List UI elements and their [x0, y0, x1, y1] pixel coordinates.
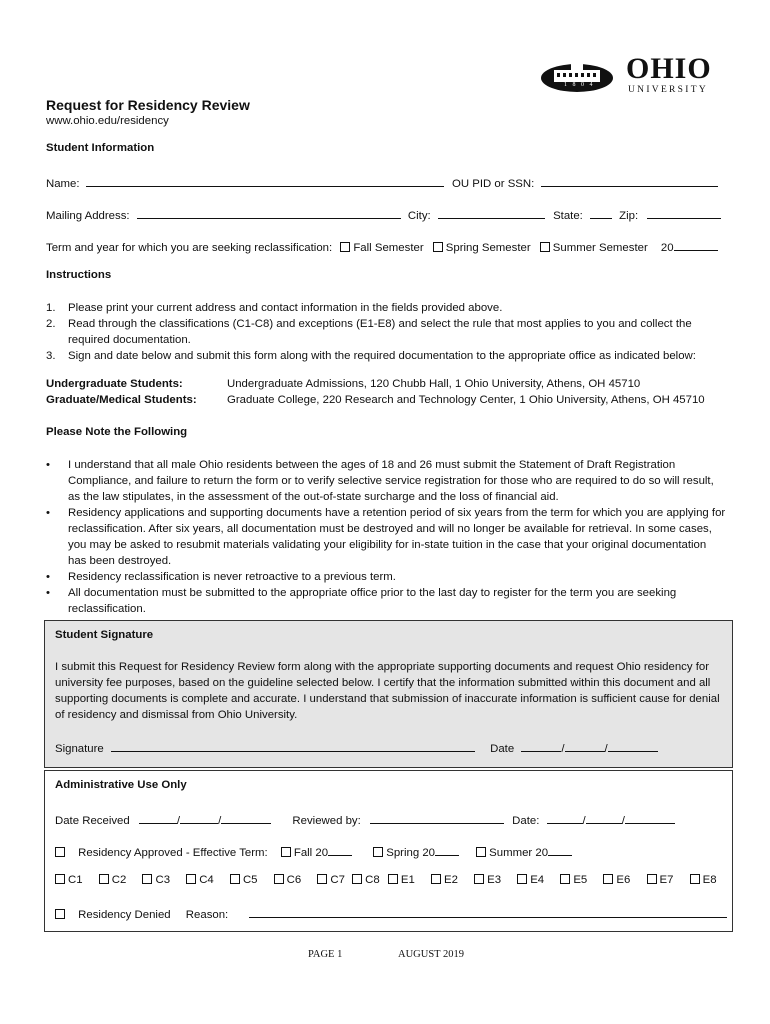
date-received-label: Date Received	[55, 815, 130, 827]
note-bullet	[46, 457, 726, 505]
approved-spring-checkbox[interactable]	[373, 847, 383, 857]
code-option[interactable]	[431, 874, 458, 886]
note-text: Residency reclassification is never retroactive to a previous term.	[68, 571, 396, 583]
code-checkbox[interactable]	[517, 874, 527, 884]
code-label: C7	[330, 874, 345, 886]
code-label: C1	[68, 874, 83, 886]
code-checkbox[interactable]	[352, 874, 362, 884]
summer-semester-label: Summer Semester	[552, 242, 648, 254]
code-label: C2	[111, 874, 127, 886]
code-option[interactable]	[142, 874, 170, 886]
graduate-label: Graduate/Medical Students:	[46, 394, 197, 406]
undergraduate-office: Undergraduate Admissions, 120 Chubb Hall, 1 Ohio University, Athens, OH 45710	[227, 378, 641, 390]
code-option[interactable]	[99, 874, 127, 886]
code-checkbox[interactable]	[99, 874, 109, 884]
signature-date-field[interactable]: / /	[521, 743, 657, 755]
code-label: E4	[530, 874, 545, 886]
instruction-item	[46, 316, 726, 348]
city-label: City:	[407, 210, 431, 222]
code-option[interactable]	[230, 874, 258, 886]
page-title: Request for Residency Review	[46, 97, 250, 113]
code-checkbox[interactable]	[317, 874, 327, 884]
logo-university: UNIVERSITY	[628, 85, 708, 95]
name-label: Name:	[46, 178, 80, 190]
residency-denied-checkbox[interactable]	[55, 909, 65, 919]
reason-field[interactable]	[249, 905, 727, 918]
spring-semester-checkbox[interactable]	[433, 242, 443, 252]
mailing-address-label: Mailing Address:	[46, 210, 130, 222]
admin-heading: Administrative Use Only	[55, 779, 187, 791]
code-label: C4	[199, 874, 214, 886]
reviewed-by-label: Reviewed by:	[292, 815, 361, 827]
code-label: E5	[573, 874, 588, 886]
code-label: E3	[487, 874, 502, 886]
code-option[interactable]	[186, 874, 214, 886]
summer-semester-checkbox[interactable]	[540, 242, 550, 252]
graduate-office: Graduate College, 220 Research and Technology Center, 1 Ohio University, Athens, OH 45710	[227, 394, 705, 406]
instruction-item	[46, 300, 726, 316]
page-number: PAGE 1	[308, 949, 343, 960]
reason-label: Reason:	[185, 909, 229, 921]
code-label: C8	[365, 874, 380, 886]
term-label: Term and year for which you are seeking reclassification:	[46, 242, 333, 254]
bullet-icon: •	[46, 571, 50, 583]
logo-year: 1 8 0 4	[564, 82, 595, 88]
code-option[interactable]	[274, 874, 302, 886]
bullet-icon: •	[46, 459, 50, 471]
code-label: C6	[286, 874, 302, 886]
pid-label: OU PID or SSN:	[452, 178, 535, 190]
note-bullet	[46, 585, 726, 617]
term-year-field[interactable]	[674, 238, 718, 251]
instruction-text: Read through the classifications (C1-C8) and exceptions (E1-E8) and select the rule that most applies to you and collect the required documentation.	[68, 318, 692, 346]
signature-label: Signature	[55, 743, 104, 755]
code-checkbox[interactable]	[431, 874, 441, 884]
code-label: E8	[702, 874, 717, 886]
state-field[interactable]	[590, 206, 612, 219]
term-year-prefix: 20	[660, 242, 674, 254]
student-signature-box	[44, 620, 733, 768]
student-info-heading: Student Information	[46, 142, 155, 154]
code-checkbox[interactable]	[142, 874, 152, 884]
note-heading: Please Note the Following	[46, 426, 188, 438]
residency-url: www.ohio.edu/residency	[46, 115, 169, 127]
approved-summer-year-field[interactable]	[548, 843, 572, 856]
approved-summer-checkbox[interactable]	[476, 847, 486, 857]
code-option[interactable]	[352, 874, 380, 886]
code-label: E2	[443, 874, 458, 886]
residency-approved-checkbox[interactable]	[55, 847, 65, 857]
approved-spring-label: Spring 20	[386, 847, 435, 859]
zip-label: Zip:	[619, 210, 639, 222]
approved-fall-year-field[interactable]	[328, 843, 352, 856]
code-option[interactable]	[388, 874, 415, 886]
name-field[interactable]	[86, 174, 444, 187]
note-bullet	[46, 569, 726, 585]
code-checkbox[interactable]	[690, 874, 700, 884]
code-checkbox[interactable]	[230, 874, 240, 884]
code-checkbox[interactable]	[55, 874, 65, 884]
instruction-text: Sign and date below and submit this form along with the required documentation to the appropriate office as indicated below:	[68, 350, 696, 362]
instruction-item	[46, 348, 726, 364]
undergraduate-label: Undergraduate Students:	[46, 378, 183, 390]
code-option[interactable]	[474, 874, 501, 886]
residency-denied-label: Residency Denied	[78, 909, 171, 921]
code-checkbox[interactable]	[186, 874, 196, 884]
approved-fall-label: Fall 20	[293, 847, 329, 859]
spring-semester-label: Spring Semester	[445, 242, 531, 254]
instructions-heading: Instructions	[46, 269, 112, 281]
code-checkbox[interactable]	[388, 874, 398, 884]
bullet-icon: •	[46, 507, 50, 519]
mailing-address-field[interactable]	[137, 206, 401, 219]
instruction-text: Please print your current address and contact information in the fields provided above.	[68, 302, 503, 314]
fall-semester-label: Fall Semester	[353, 242, 424, 254]
code-option[interactable]	[317, 874, 345, 886]
signature-field[interactable]	[111, 739, 475, 752]
code-label: E7	[659, 874, 674, 886]
code-checkbox[interactable]	[274, 874, 284, 884]
state-label: State:	[553, 210, 583, 222]
instruction-number: 3.	[46, 350, 56, 362]
code-option[interactable]	[603, 874, 630, 886]
code-label: E6	[616, 874, 631, 886]
fall-semester-checkbox[interactable]	[340, 242, 350, 252]
code-option[interactable]	[55, 874, 83, 886]
logo-wordmark: OHIO	[626, 52, 712, 85]
code-option[interactable]	[647, 874, 674, 886]
approved-spring-year-field[interactable]	[435, 843, 459, 856]
code-checkbox[interactable]	[560, 874, 570, 884]
approved-fall-checkbox[interactable]	[281, 847, 291, 857]
note-text: I understand that all male Ohio residents between the ages of 18 and 26 must submit the Statement of Draft Registration Compliance, and failure to return the form or to verify selective service registration for those who are required to do so will result, as the law stipulates, in the assessment of the out-of-state surcharge and the loss of financial aid.	[68, 459, 714, 503]
code-checkbox-row	[55, 874, 717, 886]
code-option[interactable]	[690, 874, 717, 886]
reviewed-by-field[interactable]	[370, 811, 504, 824]
revision-date: AUGUST 2019	[398, 949, 465, 960]
code-label: C5	[242, 874, 258, 886]
date-received-field[interactable]: / /	[139, 815, 271, 827]
ohio-university-logo	[540, 48, 730, 98]
code-option[interactable]	[560, 874, 587, 886]
code-checkbox[interactable]	[474, 874, 484, 884]
zip-field[interactable]	[647, 206, 721, 219]
signature-statement: I submit this Request for Residency Review form along with the appropriate supporting documents and request Ohio residency for university fee purposes, based on the guideline selected below. I certify that the information submitted within this document and all supporting documents is complete and accurate. I understand that submission of inaccurate information is sufficient cause for denial of residency and dismissal from Ohio University.	[55, 661, 720, 721]
code-label: C3	[155, 874, 171, 886]
note-bullet	[46, 505, 726, 569]
code-checkbox[interactable]	[647, 874, 657, 884]
instruction-number: 2.	[46, 318, 56, 330]
review-date-label: Date:	[512, 815, 540, 827]
code-checkbox[interactable]	[603, 874, 613, 884]
instruction-number: 1.	[46, 302, 56, 314]
note-text: All documentation must be submitted to the appropriate office prior to the last day to register for the term you are seeking reclassification.	[68, 587, 677, 615]
admin-use-box	[44, 770, 733, 932]
signature-date-label: Date	[490, 743, 515, 755]
signature-heading: Student Signature	[55, 629, 154, 641]
city-field[interactable]	[438, 206, 545, 219]
bullet-icon: •	[46, 587, 50, 599]
approved-summer-label: Summer 20	[489, 847, 549, 859]
note-text: Residency applications and supporting documents have a retention period of six years from the term for which you are applying for reclassification. After six years, all documentation must be destroyed and will no longer be available for retrieval. In some cases, you may be asked to resubmit materials validating your eligibility for in-state tuition in the case that your original documentation has been destroyed.	[68, 507, 726, 567]
residency-approved-label: Residency Approved - Effective Term:	[78, 847, 268, 859]
pid-field[interactable]	[541, 174, 718, 187]
code-label: E1	[400, 874, 415, 886]
code-option[interactable]	[517, 874, 544, 886]
review-date-field[interactable]: / /	[547, 815, 675, 827]
